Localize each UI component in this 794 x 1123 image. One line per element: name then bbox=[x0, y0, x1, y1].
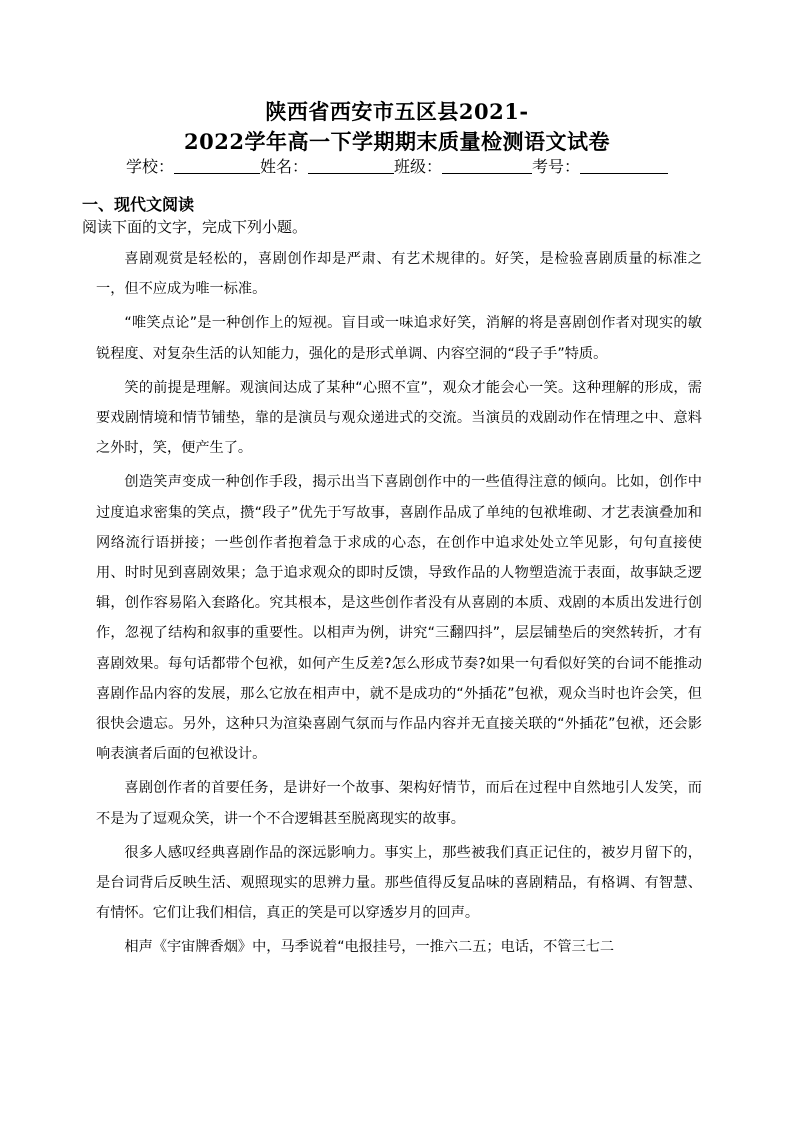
name-label: 姓名： bbox=[259, 157, 308, 176]
exam-number-blank bbox=[580, 157, 668, 174]
passage-paragraph: 相声《宇宙牌香烟》中，马季说着“电报挂号，一推六二五；电话，不管三七二 bbox=[124, 939, 615, 956]
reading-passage bbox=[96, 244, 702, 967]
class-blank bbox=[442, 157, 532, 174]
name-blank bbox=[308, 157, 394, 174]
section-instruction: 阅读下面的文字，完成下列小题。 bbox=[82, 218, 308, 236]
section-heading: 一、现代文阅读 bbox=[82, 195, 195, 214]
school-label: 学校： bbox=[125, 157, 174, 176]
student-info-row bbox=[0, 154, 794, 177]
passage-paragraph: 喜剧创作者的首要任务，是讲好一个故事、架构好情节，而后在过程中自然地引人发笑，而不是为了逗观众笑，讲一个不合逻辑甚至脱离现实的故事。 bbox=[96, 780, 702, 827]
passage-paragraph: 创造笑声变成一种创作手段，揭示出当下喜剧创作中的一些值得注意的倾向。比如，创作中过度追求密集的笑点，攒“段子”优先于写故事，喜剧作品成了单纯的包袱堆砌、才艺表演叠加和网络流行语拼接；一些创作者抱着急于求成的心态，在创作中追求处处立竿见影，句句直接使用、时时见到喜剧效果；急于追求观众的即时反馈，导致作品的人物塑造流于表面，故事缺乏逻辑，创作容易陷入套路化。究其根本，是这些创作者没有从喜剧的本质、戏剧的本质出发进行创作，忽视了结构和叙事的重要性。以相声为例，讲究“三翻四抖”，层层铺垫后的突然转折，才有喜剧效果。每句话都带个包袱，如何产生反差?怎么形成节奏?如果一句看似好笑的台词不能推动喜剧作品内容的发展，那么它放在相声中，就不是成功的“外插花”包袱，观众当时也许会笑，但很快会遗忘。另外，这种只为渲染喜剧气氛而与作品内容并无直接关联的“外插花”包袱，还会影响表演者后面的包袱设计。 bbox=[96, 474, 702, 763]
passage-paragraph: 很多人感叹经典喜剧作品的深远影响力。事实上，那些被我们真正记住的，被岁月留下的，是台词背后反映生活、观照现实的思辨力量。那些值得反复品味的喜剧精品，有格调、有智慧、有情怀。它们让我们相信，真正的笑是可以穿透岁月的回声。 bbox=[96, 844, 702, 922]
class-label: 班级： bbox=[394, 157, 443, 176]
school-blank bbox=[174, 157, 260, 174]
exam-title-line2: 2022学年高一下学期期末质量检测语文试卷 bbox=[184, 129, 610, 154]
passage-paragraph: 喜剧观赏是轻松的，喜剧创作却是严肃、有艺术规律的。好笑，是检验喜剧质量的标准之一，但不应成为唯一标准。 bbox=[96, 251, 702, 298]
exam-number-label: 考号： bbox=[532, 157, 581, 176]
passage-paragraph: 笑的前提是理解。观演间达成了某种“心照不宣”，观众才能会心一笑。这种理解的形成，需要戏剧情境和情节铺垫，靠的是演员与观众递进式的交流。当演员的戏剧动作在情理之中、意料之外时，笑，便产生了。 bbox=[96, 379, 702, 457]
passage-paragraph: “唯笑点论”是一种创作上的短视。盲目或一味追求好笑，消解的将是喜剧创作者对现实的敏锐程度、对复杂生活的认知能力，强化的是形式单调、内容空洞的“段子手”特质。 bbox=[96, 315, 702, 362]
exam-title-line1: 陕西省西安市五区县2021- bbox=[265, 99, 529, 124]
